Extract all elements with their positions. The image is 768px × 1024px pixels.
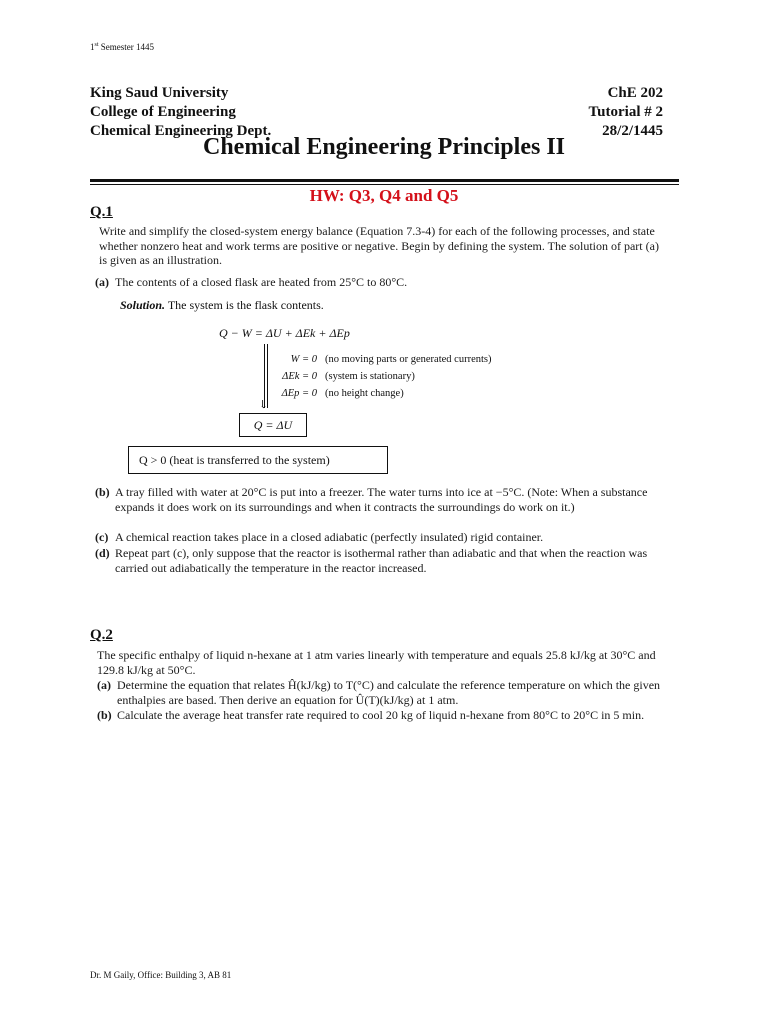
institution-block (90, 84, 271, 141)
conclusion-box: Q > 0 (heat is transferred to the system) (128, 446, 388, 474)
q2-part-b-text: Calculate the average heat transfer rate required to cool 20 kg of liquid n-hexane from 80°C to 20°C in 5 min. (117, 708, 645, 722)
q1-part-c-label: (c) (95, 530, 109, 544)
page-title: Chemical Engineering Principles II (203, 134, 565, 160)
q1-part-b-label: (b) (95, 485, 110, 499)
q2-part-b (97, 708, 661, 723)
result-box: Q = ΔU (239, 413, 307, 437)
q1-heading: Q.1 (90, 204, 113, 220)
energy-balance-equation: Q − W = ΔU + ΔEk + ΔEp (219, 326, 350, 340)
q1-part-b (95, 485, 661, 514)
university-name: King Saud University (90, 85, 229, 101)
page-footer: Dr. M Gaily, Office: Building 3, AB 81 (90, 970, 232, 980)
college-name: College of Engineering (90, 104, 236, 120)
semester-note: 1st Semester 1445 (90, 42, 155, 52)
q1-part-a-text: The contents of a closed flask are heated from 25°C to 80°C. (115, 275, 408, 289)
q1-part-d-text: Repeat part (c), only suppose that the reactor is isothermal rather than adiabatic and that when the reaction was carried out adiabatically the temperature in the reactor increased. (115, 546, 648, 575)
condition-row: ΔEk = 0 (system is stationary) (282, 371, 415, 382)
q2-intro: The specific enthalpy of liquid n-hexane at 1 atm varies linearly with temperature and equals 25.8 kJ/kg at 30°C and 129.8 kJ/kg at 50°C. (97, 648, 656, 677)
condition-row: W = 0 (no moving parts or generated currents) (290, 354, 492, 365)
course-code: ChE 202 (607, 85, 663, 101)
q1-part-d-label: (d) (95, 546, 110, 560)
q1-intro: Write and simplify the closed-system energy balance (Equation 7.3-4) for each of the following processes, and state whether nonzero heat and work terms are positive or negative. Begin by defining the system. The solution of part (a) is given as an illustration. (99, 224, 659, 267)
title-divider-thick (90, 179, 679, 182)
q2-part-a-label: (a) (97, 678, 111, 692)
condition-row: ΔEp = 0 (no height change) (281, 388, 404, 399)
homework-note: HW: Q3, Q4 and Q5 (309, 186, 459, 205)
q2-heading: Q.2 (90, 627, 113, 643)
course-block (520, 84, 663, 141)
q1-part-d (95, 546, 661, 575)
solution-text: The system is the flask contents. (165, 298, 324, 312)
department-name: Chemical Engineering Dept. (90, 123, 272, 139)
tutorial-date: 28/2/1445 (602, 123, 663, 139)
q1-part-a (95, 275, 661, 290)
q2-part-b-label: (b) (97, 708, 112, 722)
q2-part-a-text: Determine the equation that relates Ĥ(kJ/kg) to T(°C) and calculate the reference temperature on which the given enthalpies are based. Then derive an equation for Û(T)(kJ/kg) at 1 atm. (117, 678, 661, 707)
q1-part-c (95, 530, 661, 545)
solution-line (120, 298, 324, 313)
simplification-conditions (271, 351, 491, 402)
tutorial-number: Tutorial # 2 (588, 104, 663, 120)
arrow-down-icon: ⇓ (259, 399, 269, 411)
q1-part-c-text: A chemical reaction takes place in a closed adiabatic (perfectly insulated) rigid container. (115, 530, 544, 544)
title-divider-thin (90, 184, 679, 185)
q1-part-b-text: A tray filled with water at 20°C is put into a freezer. The water turns into ice at −5°C. (Note: When a substance expands it does work on its surroundings and when it contracts the surroundings do work on it.) (115, 485, 648, 514)
q2-part-a (97, 678, 661, 707)
q1-part-a-label: (a) (95, 275, 109, 289)
solution-label: Solution. (120, 298, 166, 312)
